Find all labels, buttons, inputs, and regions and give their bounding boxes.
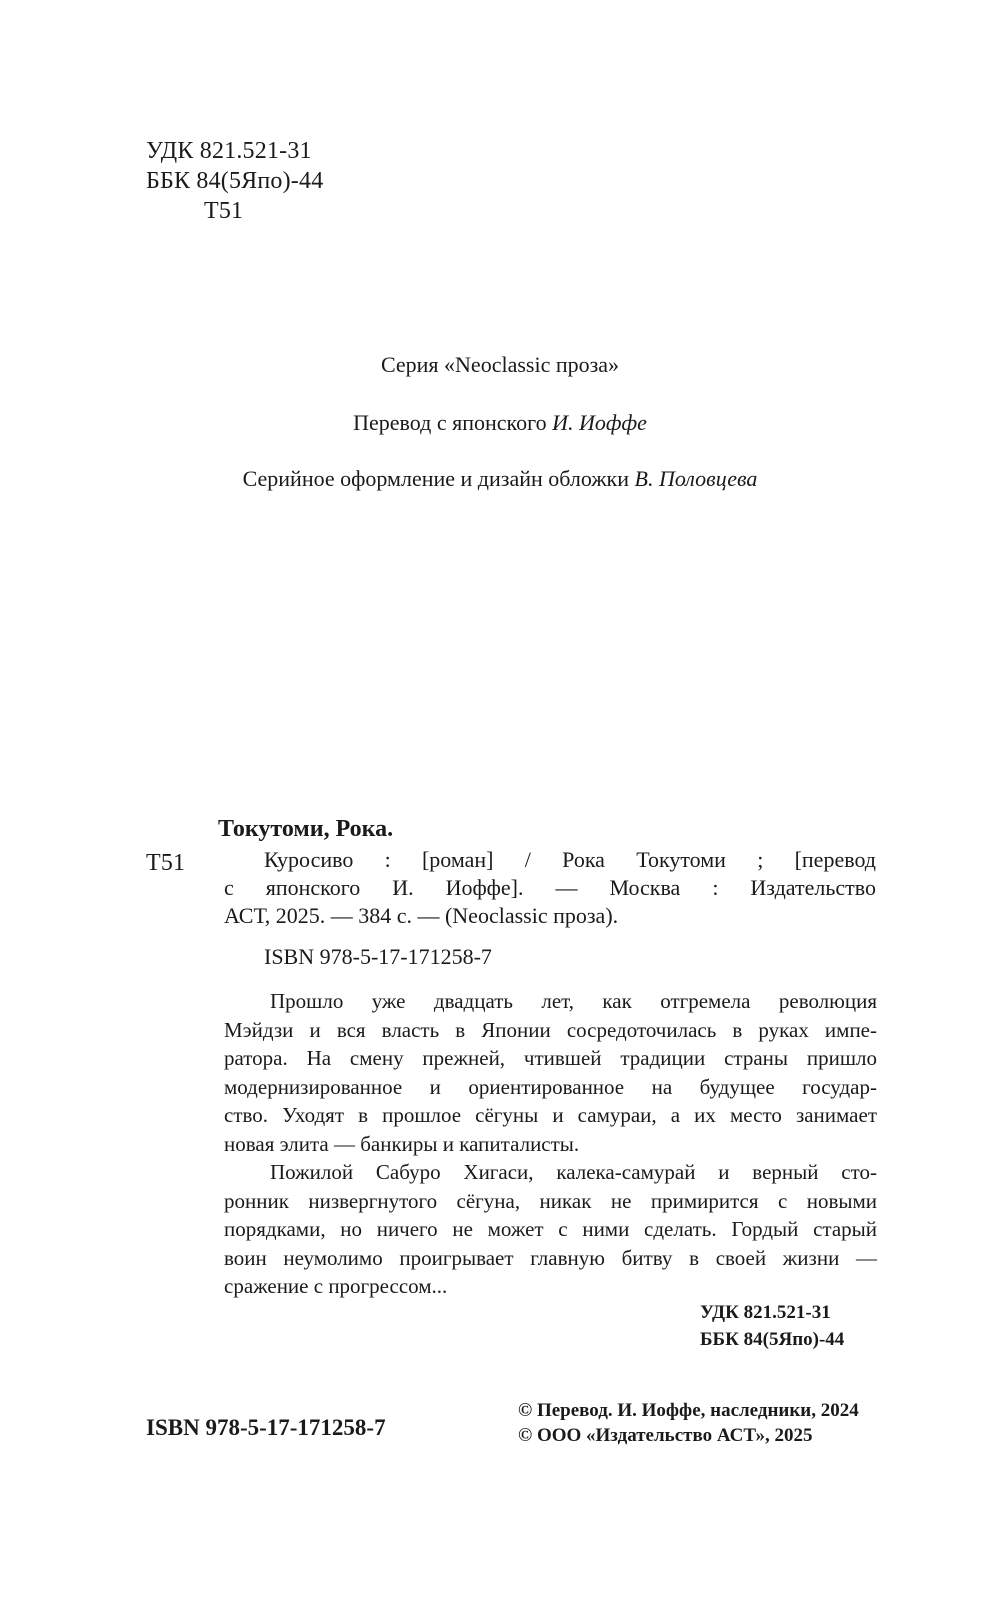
footer-isbn: ISBN 978-5-17-171258-7 <box>146 1415 386 1440</box>
bibliographic-heading: Токутоми, Рока. <box>218 816 394 842</box>
annotation <box>224 987 877 1301</box>
copyright-translation: © Перевод. И. Иоффе, наследники, 2024 <box>518 1400 859 1421</box>
translator-name: И. Иоффе <box>552 410 647 435</box>
translator-line <box>0 410 1000 436</box>
footer-udk: УДК 821.521-31 <box>700 1302 831 1323</box>
author-mark-record: Т51 <box>146 850 186 876</box>
footer-bbk: ББК 84(5Япо)-44 <box>700 1329 845 1350</box>
annotation-line: ратора. На смену прежней, чтившей традиции страны пришло <box>224 1046 877 1070</box>
annotation-line: Пожилой Сабуро Хигаси, калека-самурай и верный сто- <box>270 1160 877 1184</box>
description-line: Куросиво : [роман] / Рока Токутоми ; [перевод <box>264 847 876 872</box>
description-line: с японского И. Иоффе]. — Москва : Издательство <box>224 875 876 900</box>
annotation-line: новая элита — банкиры и капиталисты. <box>224 1131 580 1156</box>
bibliographic-description <box>224 846 876 930</box>
isbn-record: ISBN 978-5-17-171258-7 <box>264 944 492 969</box>
description-line: АСТ, 2025. — 384 с. — (Neoclassic проза). <box>224 903 619 928</box>
annotation-line: ство. Уходят в прошлое сёгуны и самураи, а их место занимает <box>224 1103 877 1127</box>
annotation-line: воин неумолимо проигрывает главную битву в своей жизни — <box>224 1245 877 1270</box>
udk-code: УДК 821.521-31 <box>146 138 312 164</box>
annotation-line: ронник низвергнутого сёгуна, никак не примирится с новыми <box>224 1188 877 1213</box>
annotation-line: Мэйдзи и вся власть в Японии сосредоточилась в руках импе- <box>224 1017 877 1042</box>
author-mark-top: Т51 <box>204 198 244 224</box>
copyright-publisher: © ООО «Издательство АСТ», 2025 <box>518 1425 813 1446</box>
translation-label: Перевод с японского <box>353 410 547 435</box>
series-line: Серия «Neoclassic проза» <box>380 352 620 377</box>
annotation-line: порядками, но ничего не может с ними сделать. Гордый старый <box>224 1217 877 1241</box>
annotation-line: модернизированное и ориентированное на будущее государ- <box>224 1074 877 1099</box>
design-label: Серийное оформление и дизайн обложки <box>242 466 630 491</box>
bbk-code: ББК 84(5Япо)-44 <box>146 168 324 194</box>
designer-line <box>0 466 1000 492</box>
designer-name: В. Половцева <box>634 466 758 491</box>
annotation-line: сражение с прогрессом... <box>224 1274 448 1298</box>
annotation-line: Прошло уже двадцать лет, как отгремела революция <box>270 989 877 1013</box>
